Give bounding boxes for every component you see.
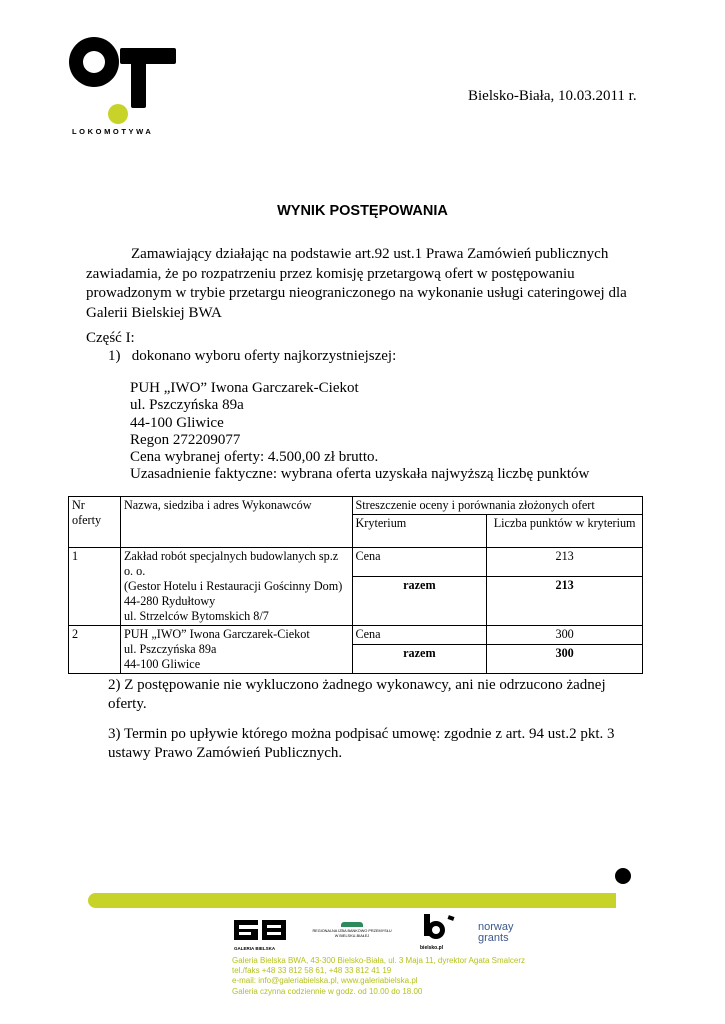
row-total-label: razem bbox=[352, 576, 487, 625]
footer-email[interactable]: e-mail: info@galeriabielska.pl, www.galeriabielska.pl bbox=[232, 976, 418, 986]
winner-regon: Regon 272209077 bbox=[130, 431, 241, 448]
header-name: Nazwa, siedziba i adres Wykonawców bbox=[120, 497, 352, 548]
table-header-row bbox=[69, 497, 643, 515]
header-points: Liczba punktów w kryterium bbox=[487, 515, 643, 548]
winner-details bbox=[130, 380, 589, 484]
winner-name: PUH „IWO” Iwona Garczarek-Ciekot bbox=[130, 380, 359, 396]
header-criterion: Kryterium bbox=[352, 515, 487, 548]
row-criterion: Cena bbox=[352, 548, 487, 577]
document-date: Bielsko-Biała, 10.03.2011 r. bbox=[468, 88, 637, 104]
winner-street: ul. Pszczyńska 89a bbox=[130, 397, 244, 414]
decorative-dot bbox=[615, 868, 631, 884]
winner-city: 44-100 Gliwice bbox=[130, 414, 224, 431]
winner-price: Cena wybranej oferty: 4.500,00 zł brutto. bbox=[130, 449, 379, 466]
header-nr: Nr oferty bbox=[69, 497, 121, 548]
footer-phone: tel./faks +48 33 812 58 61, +48 33 812 41 19 bbox=[232, 966, 392, 976]
row-total: 213 bbox=[487, 576, 643, 625]
document-title: WYNIK POSTĘPOWANIA bbox=[277, 203, 448, 219]
galeria-bielska-logo: GALERIA BIELSKA bbox=[234, 920, 290, 950]
logo-wordmark: LOKOMOTYWA bbox=[72, 127, 154, 136]
norway-grants-logo: norway grants bbox=[478, 921, 514, 944]
footer-address: Galeria Bielska BWA, 43-300 Bielsko-Biała, ul. 3 Maja 11, dyrektor Agata Smalcerz bbox=[232, 956, 526, 965]
row-points: 213 bbox=[487, 548, 643, 577]
intro-paragraph: Zamawiający działając na podstawie art.92 ust.1 Prawa Zamówień publicznych zawiadamia, że po rozpatrzeniu przez komisję przetargową ofert w postępowaniu prowadzonym w trybie przetargu nieograniczonego na wykonanie usługi cateringowej dla Galerii Bielskiej BWA bbox=[86, 246, 627, 321]
row-nr: 1 bbox=[69, 548, 121, 626]
row-name: Zakład robót specjalnych budowlanych sp.z o. o. (Gestor Hotelu i Restauracji Gościnny Dom) 44-280 Rydułtowy ul. Strzelców Bytomskich 8/7 bbox=[120, 548, 352, 626]
footer-contact bbox=[232, 956, 525, 997]
item-3: 3) Termin po upływie którego można podpisać umowę: zgodnie z art. 94 ust.2 pkt. 3 ustawy Prawo Zamówień Publicznych. bbox=[108, 726, 615, 761]
table-row bbox=[69, 548, 643, 577]
results-table bbox=[68, 496, 643, 674]
item-1: 1) dokonano wyboru oferty najkorzystniejszej: bbox=[108, 348, 397, 364]
row-criterion: Cena bbox=[352, 626, 487, 645]
footer-hours: Galeria czynna codziennie w godz. od 10.00 do 18.00 bbox=[232, 986, 423, 996]
item-2: 2) Z postępowanie nie wykluczono żadnego wykonawcy, ani nie odrzucono żadnej oferty. bbox=[108, 677, 606, 712]
row-total: 300 bbox=[487, 645, 643, 674]
bielsko-logo: bielsko.pl bbox=[420, 914, 460, 952]
row-total-label: razem bbox=[352, 645, 487, 674]
part-label: Część I: bbox=[86, 330, 135, 346]
header-summary: Streszczenie oceny i porównania złożonych ofert bbox=[352, 497, 643, 515]
row-nr: 2 bbox=[69, 626, 121, 674]
accent-band bbox=[88, 893, 616, 908]
row-name: PUH „IWO” Iwona Garczarek-Ciekot ul. Pszczyńska 89a 44-100 Gliwice bbox=[120, 626, 352, 674]
table-row bbox=[69, 626, 643, 645]
winner-justification: Uzasadnienie faktyczne: wybrana oferta uzyskała najwyższą liczbę punktów bbox=[130, 466, 590, 483]
bank-logo: REGIONALNA IZBA BANKOWO PRZEMYSŁU W BIELSKU-BIAŁEJ bbox=[312, 922, 392, 939]
row-points: 300 bbox=[487, 626, 643, 645]
